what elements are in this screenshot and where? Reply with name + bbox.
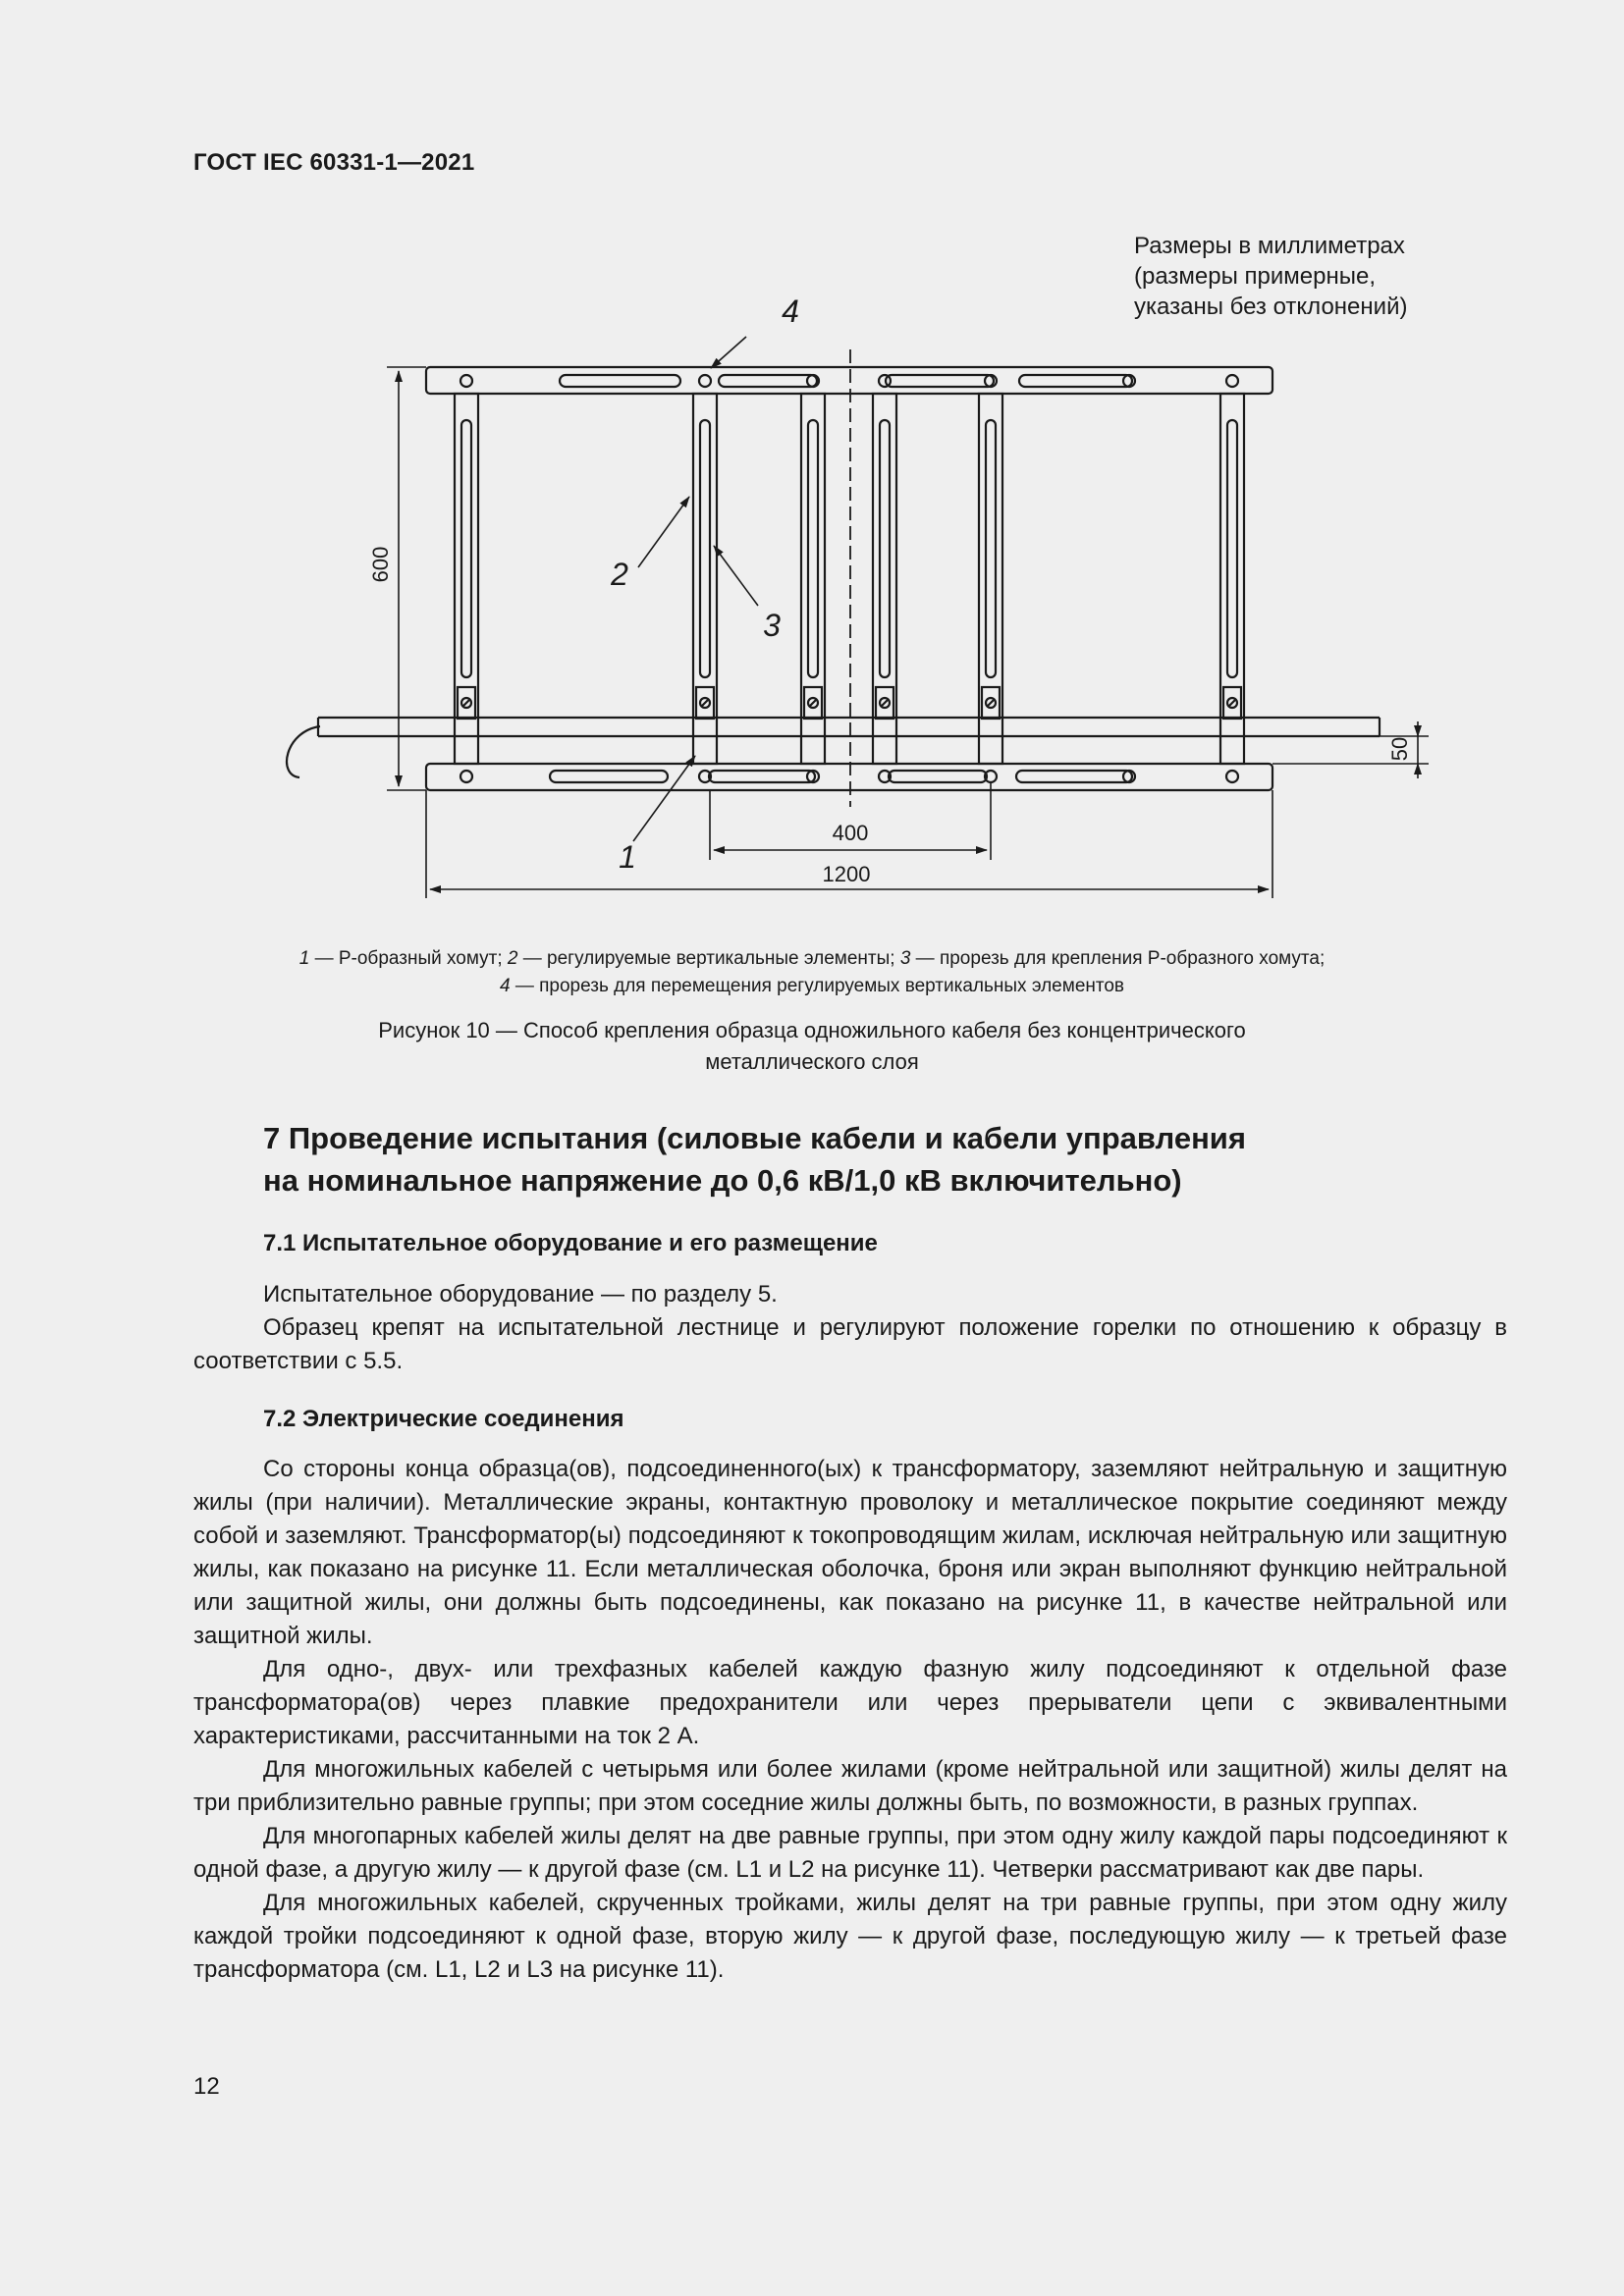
figure-caption-line-2: металлического слоя [705, 1049, 919, 1074]
section-7-1-heading: 7.1 Испытательное оборудование и его размещение [263, 1230, 878, 1256]
callout-4: 4 [782, 294, 799, 329]
vertical-element-5 [979, 394, 1002, 764]
paragraph: Для многожильных кабелей с четырьмя или более жилами (кроме нейтральной или защитной) жилы делят на три приблизительно равные группы; при этом соседние жилы должны быть, по возможности, в разных группах. [193, 1756, 1507, 1816]
callout-leaders [633, 337, 758, 841]
paragraph: Для многопарных кабелей жилы делят на две равные группы, при этом одну жилу каждой пары подсоединяют к одной фазе, а другую жилу — к другой фазе (см. L1 и L2 на рисунке 11). Четверки рассматривают как две пары. [193, 1823, 1507, 1883]
section-7-heading: 7 Проведение испытания (силовые кабели и кабели управления на номинальное напряжение до 0,6 кВ/1,0 кВ включительно) [263, 1121, 1246, 1198]
paragraph: Образец крепят на испытательной лестнице и регулируют положение горелки по отношению к образцу в соответствии с 5.5. [193, 1314, 1507, 1374]
paragraph: Для одно-, двух- или трехфазных кабелей каждую фазную жилу подсоединяют к отдельной фазе трансформатора(ов) через плавкие предохранители или через прерыватели цепи с эквивалентными характеристиками, рассчитанными на ток 2 А. [193, 1656, 1507, 1749]
figure-legend-line-1: 1 — Р-образный хомут; 2 — регулируемые вертикальные элементы; 3 — прорезь для крепления Р-образного хомута; [298, 948, 1326, 969]
figure-10-drawing [0, 0, 1624, 923]
cable [287, 718, 1380, 777]
vertical-element-2 [693, 394, 717, 764]
vertical-element-3 [801, 394, 825, 764]
callout-2: 2 [611, 557, 628, 592]
top-rail [426, 367, 1272, 394]
paragraph: Испытательное оборудование — по разделу 5. [263, 1281, 778, 1308]
vertical-element-6 [1220, 394, 1244, 764]
section-7-2-heading: 7.2 Электрические соединения [263, 1406, 624, 1432]
page-number: 12 [193, 2073, 220, 2100]
section-7-2-body [193, 1453, 1507, 1987]
dim-label-bottom-offset: 50 [1387, 736, 1412, 762]
vertical-elements [455, 394, 1244, 764]
dimension-note: Размеры в миллиметрах (размеры примерные, указаны без отклонений) [1134, 233, 1408, 320]
vertical-element-4 [873, 394, 896, 764]
paragraph: Со стороны конца образца(ов), подсоединенного(ых) к трансформатору, заземляют нейтральную и защитную жилы (при наличии). Металлические экраны, контактную проволоку и металлическое покрытие соединяют между собой и заземляют. Трансформатор(ы) подсоединяют к токопроводящим жилам, исключая нейтральную или защитную жилы, как показано на рисунке 11. Если металлическая оболочка, броня или экран выполняют функцию нейтральной или защитной жилы, они должны быть подсоединены, как показано на рисунке 11, в качестве нейтральной или защитной жилы. [193, 1456, 1507, 1649]
bottom-rail [426, 764, 1272, 790]
paragraph: Для многожильных кабелей, скрученных тройками, жилы делят на три равные группы, при этом одну жилу каждой тройки подсоединяют к одной фазе, вторую жилу — к другой фазе, последующую жилу — к третьей фазе трансформатора (см. L1, L2 и L3 на рисунке 11). [193, 1890, 1507, 1983]
figure-caption-line-1: Рисунок 10 — Способ крепления образца одножильного кабеля без концентрического [378, 1018, 1246, 1042]
callout-3: 3 [763, 608, 781, 643]
section-7-1-body [193, 1278, 1507, 1378]
vertical-element-1 [455, 394, 478, 764]
callout-1: 1 [619, 839, 636, 875]
dim-label-height: 600 [368, 546, 393, 583]
figure-legend-line-2: 4 — прорезь для перемещения регулируемых вертикальных элементов [499, 976, 1125, 996]
dimension-lines [387, 367, 1429, 898]
dim-label-width: 1200 [822, 862, 871, 886]
document-header: ГОСТ IEC 60331-1—2021 [193, 149, 475, 176]
dim-label-spacing: 400 [832, 821, 869, 845]
